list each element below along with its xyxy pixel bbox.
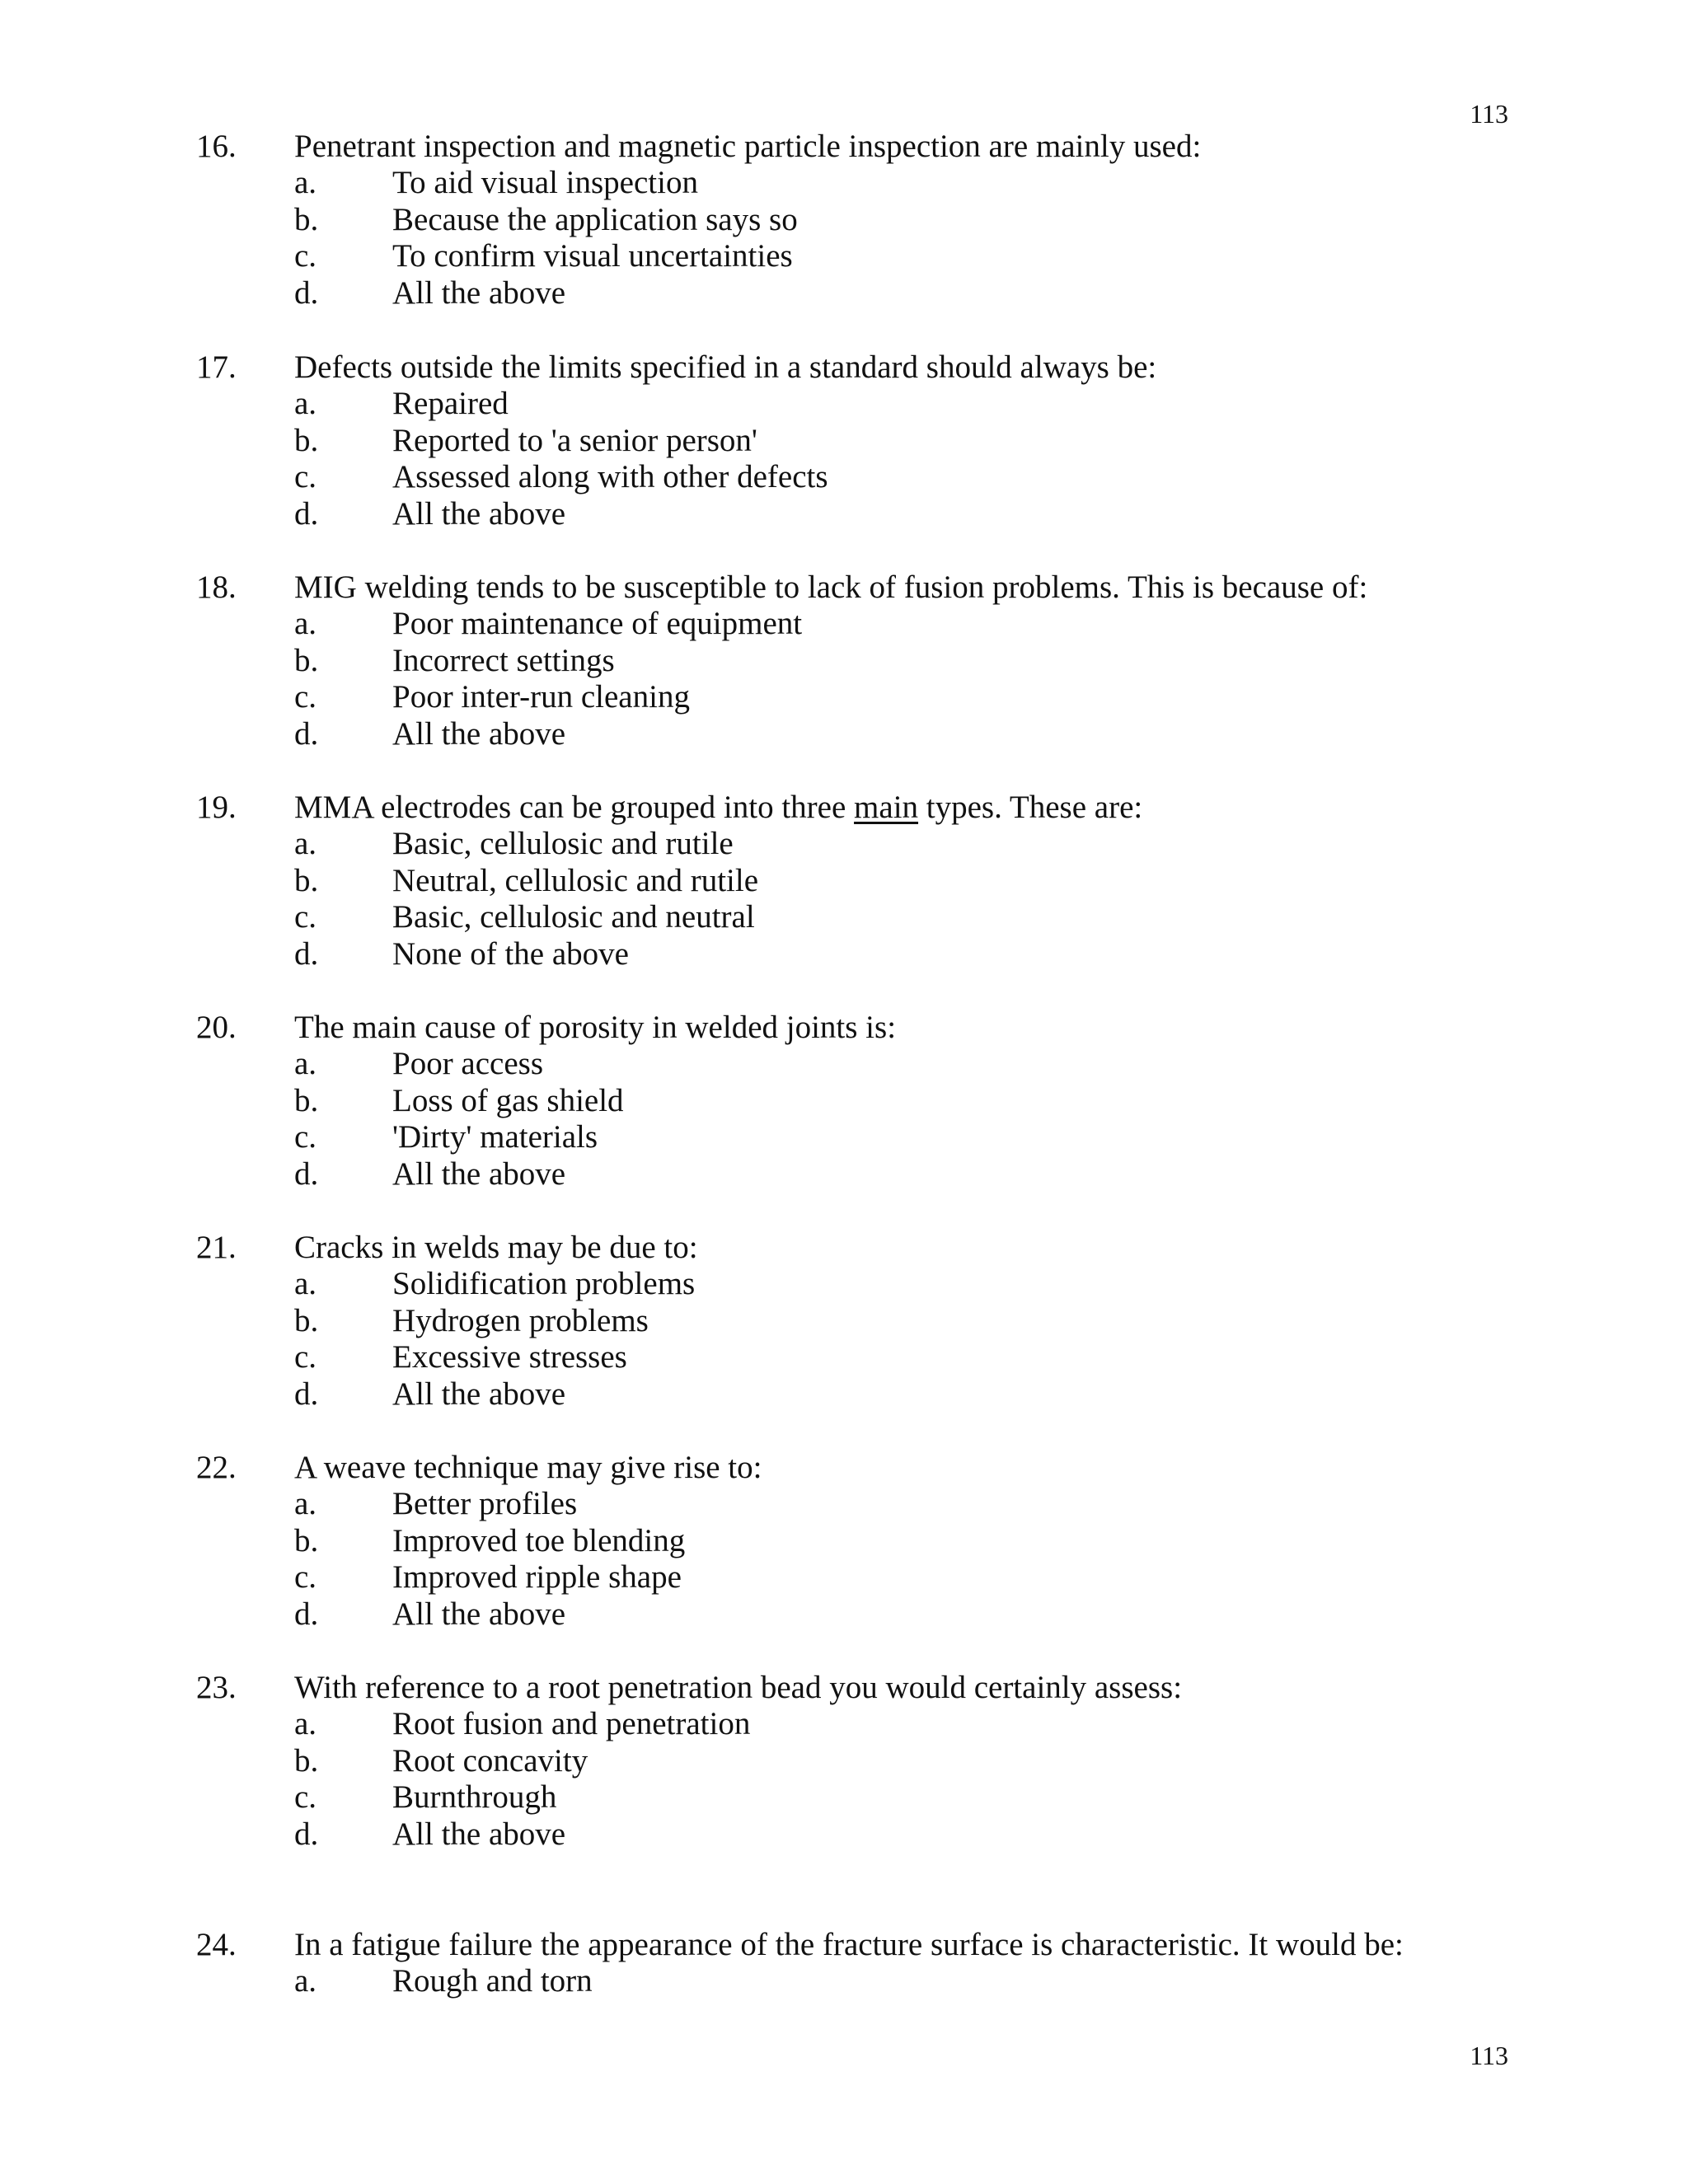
question-number: 22. <box>196 1450 237 1485</box>
question-number: 20. <box>196 1010 237 1045</box>
question-number: 21. <box>196 1230 237 1265</box>
option-text: Solidification problems <box>392 1266 696 1301</box>
option-text: Loss of gas shield <box>392 1083 624 1118</box>
question-text-part: types. These are: <box>918 790 1143 825</box>
option-letter: c. <box>294 238 317 274</box>
option-text: Basic, cellulosic and rutile <box>392 826 734 861</box>
option-text: Hydrogen problems <box>392 1303 649 1338</box>
option-text: All the above <box>392 1596 566 1632</box>
option-letter: a. <box>294 165 317 200</box>
option-letter: b. <box>294 1743 319 1779</box>
question-number: 16. <box>196 129 237 164</box>
option-text: All the above <box>392 1156 566 1192</box>
option-text: Improved toe blending <box>392 1523 686 1558</box>
option-letter: c. <box>294 899 317 935</box>
option-letter: d. <box>294 1376 319 1412</box>
option-text: Improved ripple shape <box>392 1559 682 1595</box>
question-text: The main cause of porosity in welded joints is: <box>294 1010 897 1045</box>
option-text: Because the application says so <box>392 202 798 237</box>
question-text-part: MMA electrodes can be grouped into three <box>294 790 855 825</box>
option-text: Poor inter-run cleaning <box>392 679 690 715</box>
question-text: A weave technique may give rise to: <box>294 1450 762 1485</box>
option-text: Rough and torn <box>392 1963 593 1999</box>
option-letter: a. <box>294 606 317 641</box>
option-letter: b. <box>294 423 319 458</box>
question-number: 23. <box>196 1670 237 1705</box>
option-letter: c. <box>294 679 317 715</box>
option-letter: c. <box>294 1559 317 1595</box>
option-letter: d. <box>294 936 319 972</box>
underlined-word: main <box>854 790 919 825</box>
option-letter: a. <box>294 1266 317 1301</box>
option-text: Basic, cellulosic and neutral <box>392 899 755 935</box>
option-text: All the above <box>392 1816 566 1852</box>
option-text: 'Dirty' materials <box>392 1119 598 1155</box>
option-text: Poor maintenance of equipment <box>392 606 803 641</box>
question-text: Cracks in welds may be due to: <box>294 1230 698 1265</box>
option-letter: a. <box>294 1963 317 1999</box>
option-text: Better profiles <box>392 1486 578 1521</box>
option-letter: b. <box>294 863 319 898</box>
page-number-top: 113 <box>1470 99 1508 129</box>
option-letter: b. <box>294 643 319 678</box>
question-text: In a fatigue failure the appearance of the fracture surface is characteristic. It would be: <box>294 1927 1404 1962</box>
option-text: Burnthrough <box>392 1779 557 1815</box>
option-letter: d. <box>294 716 319 752</box>
option-letter: b. <box>294 202 319 237</box>
option-text: Repaired <box>392 386 509 421</box>
question-text <box>294 789 1142 826</box>
option-letter: b. <box>294 1523 319 1558</box>
option-letter: c. <box>294 459 317 494</box>
option-letter: d. <box>294 1816 319 1852</box>
question-number: 17. <box>196 349 237 385</box>
option-letter: d. <box>294 275 319 311</box>
option-text: Neutral, cellulosic and rutile <box>392 863 759 898</box>
option-letter: c. <box>294 1339 317 1375</box>
option-letter: a. <box>294 826 317 861</box>
option-text: Root fusion and penetration <box>392 1706 751 1741</box>
option-letter: d. <box>294 1596 319 1632</box>
option-letter: a. <box>294 1486 317 1521</box>
question-number: 24. <box>196 1927 237 1962</box>
option-text: Root concavity <box>392 1743 588 1779</box>
option-letter: a. <box>294 1046 317 1081</box>
question-number: 19. <box>196 790 237 825</box>
question-number: 18. <box>196 569 237 605</box>
question-text: With reference to a root penetration bead you would certainly assess: <box>294 1670 1183 1705</box>
option-letter: a. <box>294 1706 317 1741</box>
option-text: Excessive stresses <box>392 1339 627 1375</box>
option-text: All the above <box>392 275 566 311</box>
option-letter: d. <box>294 496 319 532</box>
option-letter: d. <box>294 1156 319 1192</box>
option-letter: b. <box>294 1303 319 1338</box>
option-text: Incorrect settings <box>392 643 615 678</box>
option-text: Assessed along with other defects <box>392 459 828 494</box>
option-letter: b. <box>294 1083 319 1118</box>
question-text: Penetrant inspection and magnetic particle inspection are mainly used: <box>294 129 1202 164</box>
option-text: None of the above <box>392 936 629 972</box>
option-text: To aid visual inspection <box>392 165 698 200</box>
page-number-bottom: 113 <box>1470 2041 1508 2070</box>
option-text: To confirm visual uncertainties <box>392 238 793 274</box>
option-text: All the above <box>392 1376 566 1412</box>
option-text: All the above <box>392 716 566 752</box>
option-letter: c. <box>294 1119 317 1155</box>
question-text: MIG welding tends to be susceptible to lack of fusion problems. This is because of: <box>294 569 1368 605</box>
option-letter: a. <box>294 386 317 421</box>
option-text: Reported to 'a senior person' <box>392 423 757 458</box>
option-text: All the above <box>392 496 566 532</box>
option-text: Poor access <box>392 1046 544 1081</box>
option-letter: c. <box>294 1779 317 1815</box>
question-text: Defects outside the limits specified in a standard should always be: <box>294 349 1157 385</box>
